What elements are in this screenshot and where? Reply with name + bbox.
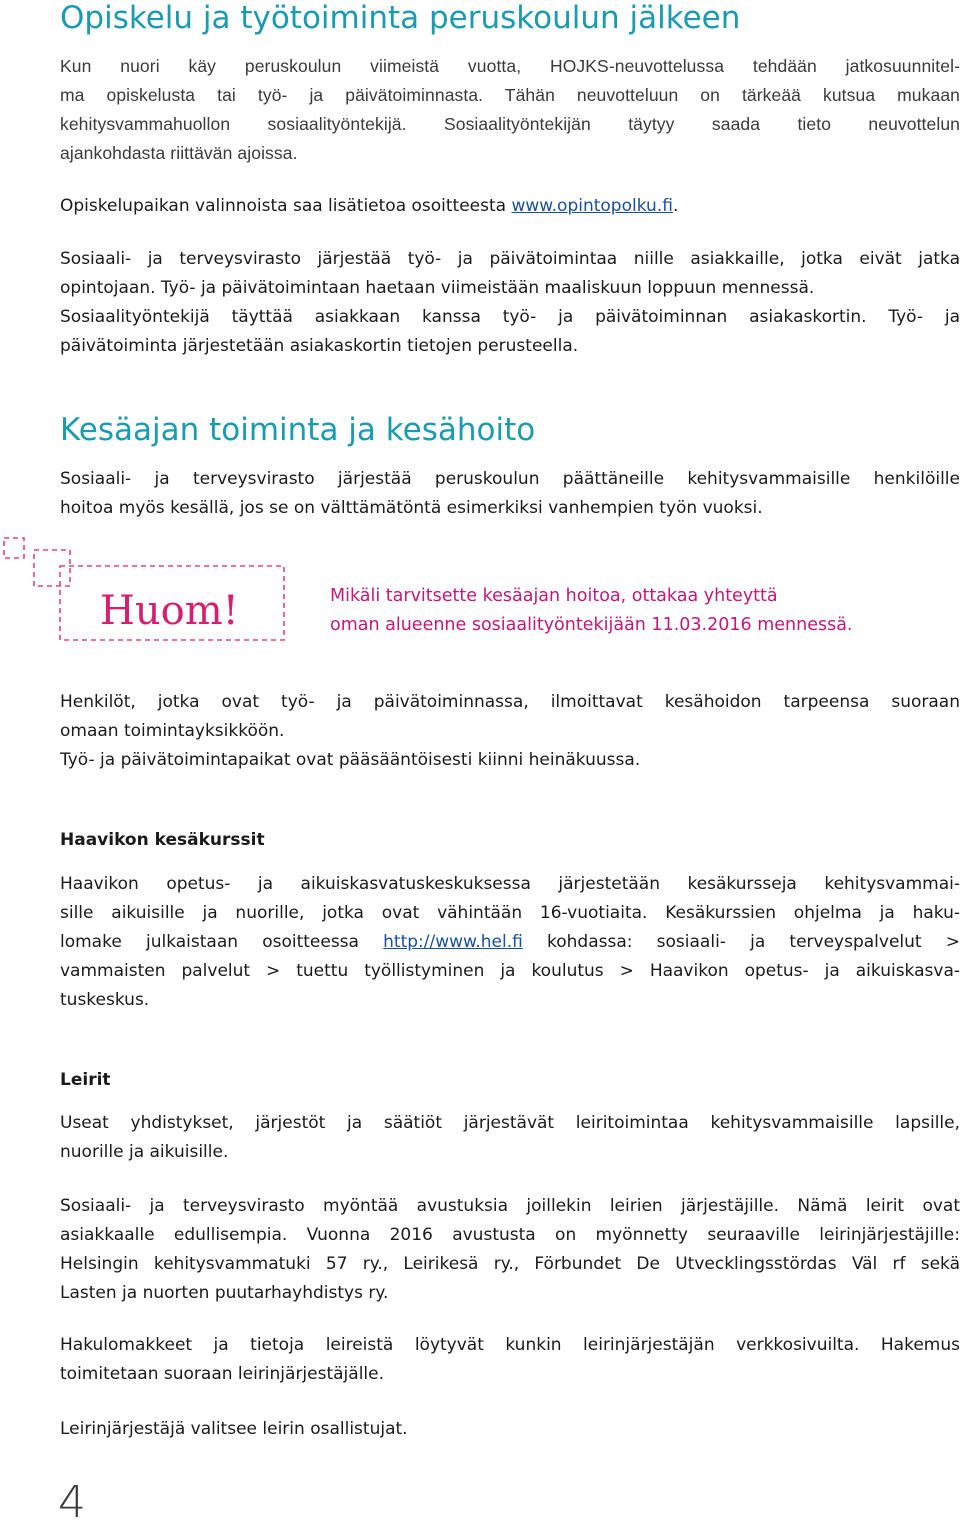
hel-fi-link[interactable]: http://www.hel.fi [383, 932, 523, 952]
paragraph-camps-grants [60, 1192, 960, 1308]
text-line: ajankohdasta riittävän ajoissa. [60, 143, 298, 163]
text-line: ma opiskelusta tai työ- ja päivätoiminnasta. Tähän neuvotteluun on tärkeää kutsua mukaan [60, 85, 960, 105]
text-line: Työ- ja päivätoimintapaikat ovat pääsääntöisesti kiinni heinäkuussa. [60, 750, 641, 770]
paragraph-study-link [60, 192, 960, 221]
heading-camps: Leirit [60, 1070, 111, 1090]
text-line: Haavikon opetus- ja aikuiskasvatuskeskuksessa järjestetään kesäkursseja kehitysvammai- [60, 874, 960, 894]
text-line: Sosiaalityöntekijä täyttää asiakkaan kanssa työ- ja päivätoiminnan asiakaskortin. Työ- ja [60, 307, 960, 327]
paragraph-study-work [60, 245, 960, 361]
text-span: Opiskelupaikan valinnoista saa lisätietoa osoitteesta [60, 196, 512, 216]
text-line [60, 928, 960, 957]
text-line: asiakkaalle edullisempia. Vuonna 2016 avustusta on myönnetty seuraaville leirinjärjestäjille: [60, 1225, 960, 1245]
text-line: opintojaan. Työ- ja päivätoimintaan haetaan viimeistään maaliskuun loppuun mennessä. [60, 278, 815, 298]
text-line: Henkilöt, jotka ovat työ- ja päivätoiminnassa, ilmoittavat kesähoidon tarpeensa suoraan [60, 692, 960, 712]
text-line: Sosiaali- ja terveysvirasto myöntää avustuksia joillekin leirien järjestäjille. Nämä leirit ovat [60, 1196, 960, 1216]
note-line: oman alueenne sosiaalityöntekijään 11.03.2016 mennessä. [330, 615, 853, 635]
text-line: omaan toimintayksikköön. [60, 721, 285, 741]
paragraph-study-intro [60, 52, 960, 168]
text-line: tuskeskus. [60, 990, 150, 1010]
text-line: hoitoa myös kesällä, jos se on välttämätöntä esimerkiksi vanhempien työn vuoksi. [60, 498, 763, 518]
paragraph-camps-forms [60, 1331, 960, 1389]
text-line: nuorille ja aikuisille. [60, 1142, 229, 1162]
text-line: päivätoiminta järjestetään asiakaskortin tietojen perusteella. [60, 336, 579, 356]
medium-dashed-square [34, 550, 70, 586]
opintopolku-link[interactable]: www.opintopolku.fi [511, 196, 673, 216]
heading-study: Opiskelu ja työtoiminta peruskoulun jälkeen [60, 0, 741, 36]
text-line: kehitysvammahuollon sosiaalityöntekijä. Sosiaalityöntekijän täytyy saada tieto neuvottelun [60, 114, 960, 134]
text-line: Sosiaali- ja terveysvirasto järjestää työ- ja päivätoimintaa niille asiakkaille, jotka eivät jatka [60, 249, 960, 269]
text-span: lomake julkaistaan osoitteessa [60, 932, 384, 952]
text-line: toimitetaan suoraan leirinjärjestäjälle. [60, 1364, 385, 1384]
paragraph-camps-selection [60, 1415, 960, 1444]
page-number: 4 [58, 1477, 86, 1528]
paragraph-camps-intro [60, 1109, 960, 1167]
text-line: Leirinjärjestäjä valitsee leirin osallistujat. [60, 1419, 408, 1439]
text-line: Lasten ja nuorten puutarhayhdistys ry. [60, 1283, 389, 1303]
huom-label: Huom! [100, 588, 239, 634]
small-dashed-square [4, 538, 24, 558]
text-span: kohdassa: sosiaali- ja terveyspalvelut > [522, 932, 960, 952]
text-line: sille aikuisille ja nuorille, jotka ovat vähintään 16-vuotiaita. Kesäkurssien ohjelma ja haku- [60, 903, 960, 923]
text-line: Hakulomakkeet ja tietoja leireistä löytyvät kunkin leirinjärjestäjän verkkosivuilta. Hakemus [60, 1335, 960, 1355]
text-span: . [672, 196, 679, 216]
note-text [330, 582, 950, 640]
heading-summer: Kesäajan toiminta ja kesähoito [60, 412, 536, 448]
paragraph-haavikko [60, 870, 960, 1015]
text-line: Kun nuori käy peruskoulun viimeistä vuotta, HOJKS-neuvottelussa tehdään jatkosuunnitel- [60, 56, 960, 76]
note-line: Mikäli tarvitsette kesäajan hoitoa, ottakaa yhteyttä [330, 586, 778, 606]
heading-haavikko: Haavikon kesäkurssit [60, 830, 265, 850]
paragraph-summer-persons [60, 688, 960, 775]
text-line: Sosiaali- ja terveysvirasto järjestää peruskoulun päättäneille kehitysvammaisille henkilöille [60, 469, 960, 489]
text-line: Helsingin kehitysvammatuki 57 ry., Leirikesä ry., Förbundet De Utvecklingsstördas Väl rf sekä [60, 1254, 960, 1274]
text-line: Useat yhdistykset, järjestöt ja säätiöt järjestävät leiritoimintaa kehitysvammaisille lapsille, [60, 1113, 960, 1133]
text-line: vammaisten palvelut > tuettu työllistyminen ja koulutus > Haavikon opetus- ja aikuiskasva- [60, 961, 960, 981]
paragraph-summer-intro [60, 465, 960, 523]
